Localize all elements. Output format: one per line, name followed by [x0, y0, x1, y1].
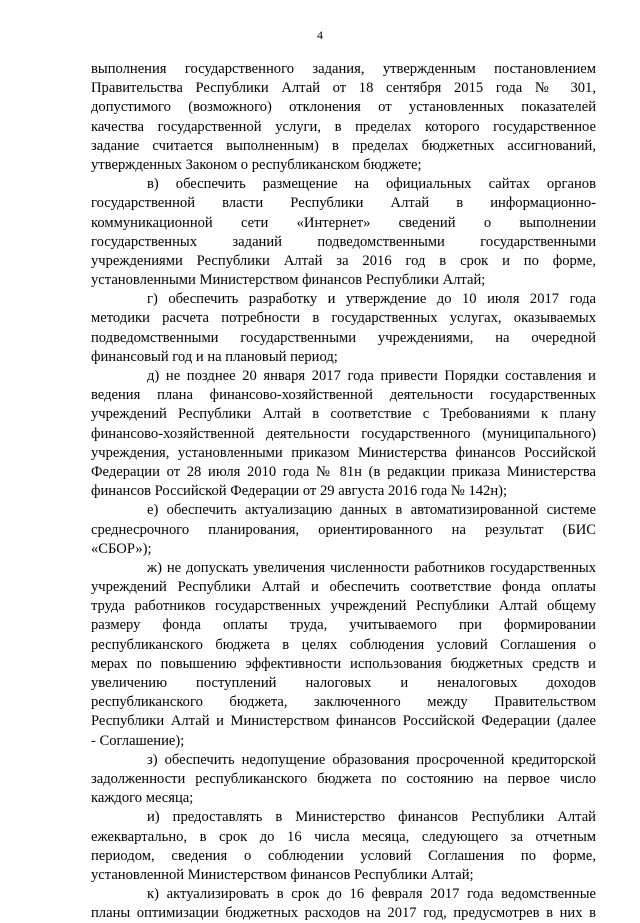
text-line: е) обеспечить актуализацию данных в автоматизированной системе — [147, 502, 596, 519]
paragraph — [91, 885, 596, 923]
paragraph — [91, 501, 596, 559]
text-line: установленными Министерством финансов Республики Алтай; — [91, 272, 486, 289]
text-line: учреждениями Республики Алтай за 2016 год в срок и по форме, — [91, 252, 596, 269]
text-line: Федерации от 28 июля 2010 года № 81н (в редакции приказа Министерства — [91, 463, 596, 480]
text-line: утвержденных Законом о республиканском бюджете; — [91, 156, 422, 173]
text-line: государственной власти Республики Алтай в информационно- — [91, 195, 596, 212]
text-line: качества государственной услуги, в пределах которого государственное — [91, 118, 596, 135]
paragraph — [91, 751, 596, 809]
text-line: республиканского бюджета в целях соблюдения условий Соглашения о — [91, 636, 596, 653]
text-line: каждого месяца; — [91, 790, 194, 807]
text-line: методики расчета потребности в государственных услугах, оказываемых — [91, 310, 596, 327]
text-line: «СБОР»); — [91, 540, 152, 557]
document-body — [91, 60, 596, 923]
text-line: размеру фонда оплаты труда, учитываемого при формировании — [91, 617, 596, 634]
text-line: финансовый год и на плановый период; — [91, 348, 338, 365]
paragraph — [91, 367, 596, 501]
text-line: з) обеспечить недопущение образования просроченной кредиторской — [147, 751, 596, 768]
text-line: ежеквартально, в срок до 16 числа месяца, следующего за отчетным — [91, 828, 596, 845]
text-line: и) предоставлять в Министерство финансов Республики Алтай — [147, 809, 596, 826]
paragraph — [91, 808, 596, 885]
text-line: г) обеспечить разработку и утверждение до 10 июля 2017 года — [147, 291, 596, 308]
text-line: допустимого (возможного) отклонения от установленных показателей — [91, 99, 596, 116]
paragraph — [91, 290, 596, 367]
text-line: - Соглашение); — [91, 732, 185, 749]
text-line: к) актуализировать в срок до 16 февраля 2017 года ведомственные — [147, 886, 596, 903]
text-line: планы оптимизации бюджетных расходов на 2017 год, предусмотрев в них в — [91, 905, 596, 922]
text-line: учреждений Республики Алтай и обеспечить соответствие фонда оплаты — [91, 579, 596, 596]
text-line: учреждения, установленными приказом Министерства финансов Российской — [91, 444, 596, 461]
text-line: республиканского бюджета, заключенного между Правительством — [91, 694, 596, 711]
text-line: коммуникационной сети «Интернет» сведений о выполнении — [91, 214, 596, 231]
text-line: Республики Алтай и Министерством финансов Российской Федерации (далее — [91, 713, 596, 730]
text-line: ведения плана финансово-хозяйственной деятельности государственных — [91, 387, 596, 404]
text-line: в) обеспечить размещение на официальных сайтах органов — [147, 176, 596, 193]
text-line: периодом, сведения о соблюдении условий Соглашения по форме, — [91, 847, 596, 864]
text-line: государственных заданий подведомственными государственными — [91, 233, 596, 250]
text-line: подведомственными государственными учреждениями, на очередной — [91, 329, 596, 346]
text-line: труда работников государственных учреждений Республики Алтай общему — [91, 598, 596, 615]
page-number: 4 — [317, 28, 323, 42]
paragraph — [91, 60, 596, 175]
paragraph — [91, 559, 596, 751]
text-line: ж) не допускать увеличения численности работников государственных — [147, 559, 596, 576]
text-line: задание считается выполненным) в пределах бюджетных ассигнований, — [91, 137, 596, 154]
text-line: мерах по повышению эффективности использования бюджетных средств и — [91, 655, 596, 672]
text-line: выполнения государственного задания, утвержденным постановлением — [91, 61, 596, 77]
text-line: финансово-хозяйственной деятельности государственного (муниципального) — [91, 425, 596, 442]
text-line: финансов Российской Федерации от 29 августа 2016 года № 142н); — [91, 483, 508, 500]
text-line: установленной Министерством финансов Республики Алтай; — [91, 866, 474, 883]
text-line: увеличению поступлений налоговых и неналоговых доходов — [91, 675, 596, 691]
text-line: среднесрочного планирования, ориентированного на результат (БИС — [91, 521, 596, 538]
text-line: задолженности республиканского бюджета по состоянию на первое число — [91, 770, 596, 787]
text-line: д) не позднее 20 января 2017 года привести Порядки составления и — [147, 368, 596, 384]
paragraph — [91, 175, 596, 290]
text-line: учреждений Республики Алтай в соответствие с Требованиями к плану — [91, 406, 596, 423]
text-line: Правительства Республики Алтай от 18 сентября 2015 года № 301, — [91, 80, 596, 97]
